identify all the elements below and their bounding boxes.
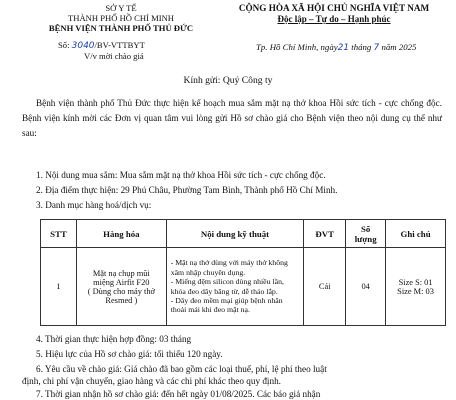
header-note: Ghi chú [386, 220, 446, 248]
header-spec: Nội dung kỹ thuật [166, 220, 304, 248]
year-text: năm 2025 [381, 42, 417, 52]
ministry-name: SỞ Y TẾ [105, 3, 137, 13]
goods-line-1: Mặt nạ chụp mũi [92, 268, 150, 278]
table-header-row [41, 220, 446, 248]
spec-line-5: - Dây đeo mềm mại giúp bệnh nhân [170, 295, 283, 305]
table-row [41, 248, 446, 326]
goods-table [40, 219, 446, 326]
item-4: 4. Thời gian thực hiện hợp đồng: 03 tháng [36, 334, 192, 344]
city-name: THÀNH PHỐ HỒ CHÍ MINH [68, 13, 174, 23]
item-6: 6. Yêu cầu về chào giá: Giá chào đã bao gồm các loại thuế, phí, lệ phí theo luật [36, 364, 327, 374]
issuer-header [36, 3, 206, 33]
header-goods: Hàng hóa [76, 220, 166, 248]
item-5: 5. Hiệu lực của Hồ sơ chào giá: tối thiểu 120 ngày. [36, 349, 223, 359]
cell-qty: 04 [346, 248, 386, 326]
handwritten-month: 7 [373, 43, 380, 53]
number-suffix: /BV-VTTBYT [94, 40, 145, 50]
spec-line-3: - Miếng đệm silicon dùng nhiều lần, [170, 277, 284, 287]
document-number [58, 40, 145, 51]
handwritten-number: 3040 [71, 41, 95, 51]
handwritten-day: 21 [337, 43, 350, 53]
document-date [256, 42, 416, 53]
month-prefix: tháng [351, 42, 372, 52]
note-line-2: Size M: 03 [397, 286, 434, 296]
header-unit: ĐVT [304, 220, 346, 248]
header-qty-line2: lượng [354, 233, 377, 244]
greeting: Kính gửi: Quý Công ty [183, 75, 273, 86]
cell-note [386, 248, 446, 326]
hospital-name: BỆNH VIỆN THÀNH PHỐ THỦ ĐỨC [48, 23, 194, 33]
header-qty [346, 220, 386, 248]
goods-line-3: ( Dùng cho máy thở [87, 286, 155, 296]
cell-spec [166, 248, 304, 326]
intro-paragraph: Bệnh viện thành phố Thủ Đức thực hiện kế hoạch mua sắm mặt nạ thở khoa Hồi sức tích - cực chống độc. Bệnh viện kính mời các Đơn vị quan tâm vui lòng gửi Hồ sơ chào giá cho Bệnh viện theo nội dung cụ thể như sau: [22, 98, 442, 138]
item-2: 2. Địa điểm thực hiện: 29 Phú Châu, Phường Tam Bình, Thành phố Hồ Chí Minh. [36, 185, 338, 195]
national-header [222, 3, 446, 25]
header-stt: STT [41, 220, 77, 248]
goods-line-2: miệng Airfit F20 [93, 277, 150, 287]
cell-stt: 1 [41, 248, 77, 326]
national-motto: Độc lập – Tự do – Hạnh phúc [277, 14, 391, 24]
item-7: 7. Thời gian nhận hồ sơ chào giá: đến hết ngày 01/08/2025. Các báo giá nhận [36, 389, 321, 399]
cell-goods [76, 248, 166, 326]
spec-line-6: thoải mái khi đeo mặt nạ. [170, 305, 250, 315]
note-line-1: Size S: 01 [398, 277, 433, 287]
spec-line-2: xâm nhập chuyên dụng. [170, 267, 246, 277]
spec-line-1: - Mặt nạ thở dùng với máy thở không [170, 258, 288, 268]
cell-unit: Cái [304, 248, 346, 326]
header-qty-line1: Số [361, 223, 371, 234]
spec-line-4: khóa đeo dây băng từ, dễ tháo lắp. [170, 286, 278, 296]
number-prefix: Số: [58, 40, 70, 50]
item-6-continued: định, chi phí vận chuyển, giao hàng và các chi phí khác theo quy định. [22, 376, 281, 386]
item-1: 1. Nội dung mua sắm: Mua sắm mặt nạ thở khoa Hồi sức tích - cực chống độc. [36, 170, 326, 180]
document-subject: V/v mời chào giá [84, 51, 144, 61]
item-3: 3. Danh mục hàng hoá/dịch vụ: [36, 200, 152, 210]
date-prefix: Tp. Hồ Chí Minh, ngày [256, 42, 338, 52]
republic-title: CỘNG HÒA XÃ HỘI CHỦ NGHĨA VIỆT NAM [238, 3, 430, 13]
goods-line-4: Resmed ) [105, 295, 138, 305]
